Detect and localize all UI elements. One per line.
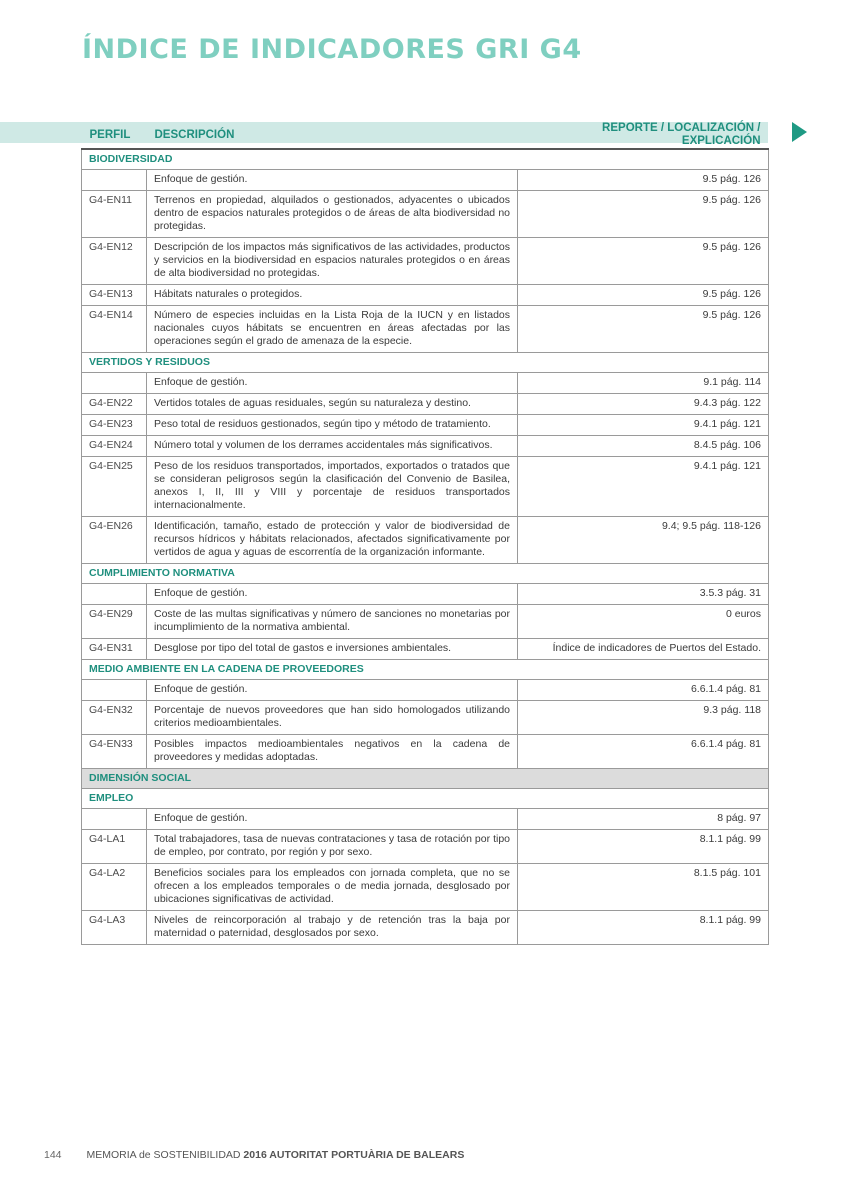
section-row xyxy=(82,149,769,170)
indicator-reference: 9.5 pág. 126 xyxy=(518,238,769,285)
indicator-description: Peso total de residuos gestionados, según tipo y método de tratamiento. xyxy=(147,415,518,436)
indicator-code: G4-EN32 xyxy=(82,701,147,735)
indicator-reference: 3.5.3 pág. 31 xyxy=(518,584,769,605)
indicator-code: G4-EN26 xyxy=(82,517,147,564)
table-row xyxy=(82,605,769,639)
indicator-code: G4-EN13 xyxy=(82,285,147,306)
indicator-description: Niveles de reincorporación al trabajo y de retención tras la baja por maternidad o paternidad, desglosados por sexo. xyxy=(147,911,518,945)
table-row xyxy=(82,306,769,353)
indicator-description: Coste de las multas significativas y número de sanciones no monetarias por incumplimiento de la normativa ambiental. xyxy=(147,605,518,639)
indicator-description: Total trabajadores, tasa de nuevas contrataciones y tasa de rotación por tipo de empleo, por contrato, por región y por sexo. xyxy=(147,830,518,864)
indicator-description: Porcentaje de nuevos proveedores que han sido homologados utilizando criterios medioambientales. xyxy=(147,701,518,735)
indicator-description: Vertidos totales de aguas residuales, según su naturaleza y destino. xyxy=(147,394,518,415)
indicator-code: G4-EN23 xyxy=(82,415,147,436)
table-row xyxy=(82,436,769,457)
table-row xyxy=(82,830,769,864)
section-row xyxy=(82,353,769,373)
indicator-reference: Índice de indicadores de Puertos del Estado. xyxy=(518,639,769,660)
indicator-code xyxy=(82,584,147,605)
table-row xyxy=(82,415,769,436)
indicator-code: G4-EN11 xyxy=(82,191,147,238)
indicator-code: G4-EN24 xyxy=(82,436,147,457)
table-row xyxy=(82,191,769,238)
indicator-reference: 9.5 pág. 126 xyxy=(518,306,769,353)
table-row xyxy=(82,373,769,394)
column-header-descripcion: DESCRIPCIÓN xyxy=(154,128,235,141)
table-row xyxy=(82,680,769,701)
indicator-description: Desglose por tipo del total de gastos e inversiones ambientales. xyxy=(147,639,518,660)
indicator-reference: 8.1.1 pág. 99 xyxy=(518,911,769,945)
indicator-reference: 9.4.1 pág. 121 xyxy=(518,415,769,436)
indicator-code: G4-EN14 xyxy=(82,306,147,353)
indicator-reference: 8 pág. 97 xyxy=(518,809,769,830)
indicator-description: Enfoque de gestión. xyxy=(147,680,518,701)
indicator-code: G4-EN33 xyxy=(82,735,147,769)
indicator-reference: 8.1.1 pág. 99 xyxy=(518,830,769,864)
indicator-code: G4-EN12 xyxy=(82,238,147,285)
indicator-reference: 8.4.5 pág. 106 xyxy=(518,436,769,457)
indicator-reference: 9.4.1 pág. 121 xyxy=(518,457,769,517)
indicator-reference: 9.5 pág. 126 xyxy=(518,191,769,238)
section-title: EMPLEO xyxy=(82,789,769,809)
arrow-right-icon[interactable] xyxy=(792,122,807,142)
indicator-description: Enfoque de gestión. xyxy=(147,584,518,605)
indicator-code: G4-LA1 xyxy=(82,830,147,864)
indicator-reference: 6.6.1.4 pág. 81 xyxy=(518,680,769,701)
table-row xyxy=(82,394,769,415)
table-body xyxy=(82,149,769,945)
indicator-code: G4-LA2 xyxy=(82,864,147,911)
indicator-reference: 9.1 pág. 114 xyxy=(518,373,769,394)
indicator-description: Enfoque de gestión. xyxy=(147,809,518,830)
indicator-description: Terrenos en propiedad, alquilados o gestionados, adyacentes o ubicados dentro de espacios naturales protegidos o de áreas de alta biodiversidad no protegidas. xyxy=(147,191,518,238)
indicator-code: G4-EN31 xyxy=(82,639,147,660)
footer-publication: MEMORIA de SOSTENIBILIDAD xyxy=(86,1149,241,1161)
indicator-code xyxy=(82,373,147,394)
table-row xyxy=(82,238,769,285)
section-row xyxy=(82,660,769,680)
table-row xyxy=(82,911,769,945)
indicator-description: Identificación, tamaño, estado de protección y valor de biodiversidad de recursos hídricos y hábitats relacionados, afectados significativamente por vertidos de agua y aguas de escorrentía de la organización informante. xyxy=(147,517,518,564)
indicator-description: Enfoque de gestión. xyxy=(147,170,518,191)
section-row xyxy=(82,769,769,789)
table-row xyxy=(82,809,769,830)
table-row xyxy=(82,170,769,191)
section-title: BIODIVERSIDAD xyxy=(82,149,769,170)
table-header-row xyxy=(82,122,769,149)
table-row xyxy=(82,701,769,735)
column-header-reporte: REPORTE / LOCALIZACIÓN / EXPLICACIÓN xyxy=(602,122,761,147)
indicator-code xyxy=(82,809,147,830)
indicator-reference: 9.3 pág. 118 xyxy=(518,701,769,735)
indicator-reference: 9.5 pág. 126 xyxy=(518,285,769,306)
section-title: DIMENSIÓN SOCIAL xyxy=(82,769,769,789)
indicator-code xyxy=(82,170,147,191)
table-row xyxy=(82,864,769,911)
indicator-reference: 0 euros xyxy=(518,605,769,639)
section-title: MEDIO AMBIENTE EN LA CADENA DE PROVEEDORES xyxy=(82,660,769,680)
section-title: VERTIDOS Y RESIDUOS xyxy=(82,353,769,373)
section-title: CUMPLIMIENTO NORMATIVA xyxy=(82,564,769,584)
table-row xyxy=(82,639,769,660)
indicator-reference: 6.6.1.4 pág. 81 xyxy=(518,735,769,769)
page-title: ÍNDICE DE INDICADORES GRI G4 xyxy=(82,34,582,65)
indicator-reference: 8.1.5 pág. 101 xyxy=(518,864,769,911)
indicator-code: G4-EN29 xyxy=(82,605,147,639)
indicator-description: Enfoque de gestión. xyxy=(147,373,518,394)
indicator-description: Descripción de los impactos más significativos de las actividades, productos y servicios en la biodiversidad en espacios naturales protegidos o en áreas de alta biodiversidad no protegidas. xyxy=(147,238,518,285)
indicator-code: G4-LA3 xyxy=(82,911,147,945)
table-row xyxy=(82,457,769,517)
table-row xyxy=(82,735,769,769)
section-row xyxy=(82,789,769,809)
indicator-code: G4-EN22 xyxy=(82,394,147,415)
table-row xyxy=(82,517,769,564)
table-row xyxy=(82,285,769,306)
indicator-code xyxy=(82,680,147,701)
indicator-code: G4-EN25 xyxy=(82,457,147,517)
section-row xyxy=(82,564,769,584)
page-number: 144 xyxy=(44,1149,62,1161)
gri-index-table xyxy=(81,122,769,945)
indicator-reference: 9.5 pág. 126 xyxy=(518,170,769,191)
footer-organization: 2016 AUTORITAT PORTUÀRIA DE BALEARS xyxy=(243,1149,465,1161)
indicator-description: Número de especies incluidas en la Lista Roja de la IUCN y en listados nacionales cuyos hábitats se encuentren en áreas afectadas por las operaciones según el grado de amenaza de la especie. xyxy=(147,306,518,353)
table-row xyxy=(82,584,769,605)
indicator-description: Beneficios sociales para los empleados con jornada completa, que no se ofrecen a los empleados temporales o de media jornada, desglosado por ubicaciones significativas de actividad. xyxy=(147,864,518,911)
page-footer xyxy=(44,1149,464,1161)
indicator-reference: 9.4.3 pág. 122 xyxy=(518,394,769,415)
indicator-description: Peso de los residuos transportados, importados, exportados o tratados que se consideran peligrosos según la clasificación del Convenio de Basilea, anexos I, II, III y VIII y porcentaje de residuos transportados internacionalmente. xyxy=(147,457,518,517)
indicator-description: Hábitats naturales o protegidos. xyxy=(147,285,518,306)
indicator-description: Posibles impactos medioambientales negativos en la cadena de proveedores y medidas adoptadas. xyxy=(147,735,518,769)
column-header-perfil: PERFIL xyxy=(89,128,131,141)
indicator-description: Número total y volumen de los derrames accidentales más significativos. xyxy=(147,436,518,457)
indicator-reference: 9.4; 9.5 pág. 118-126 xyxy=(518,517,769,564)
